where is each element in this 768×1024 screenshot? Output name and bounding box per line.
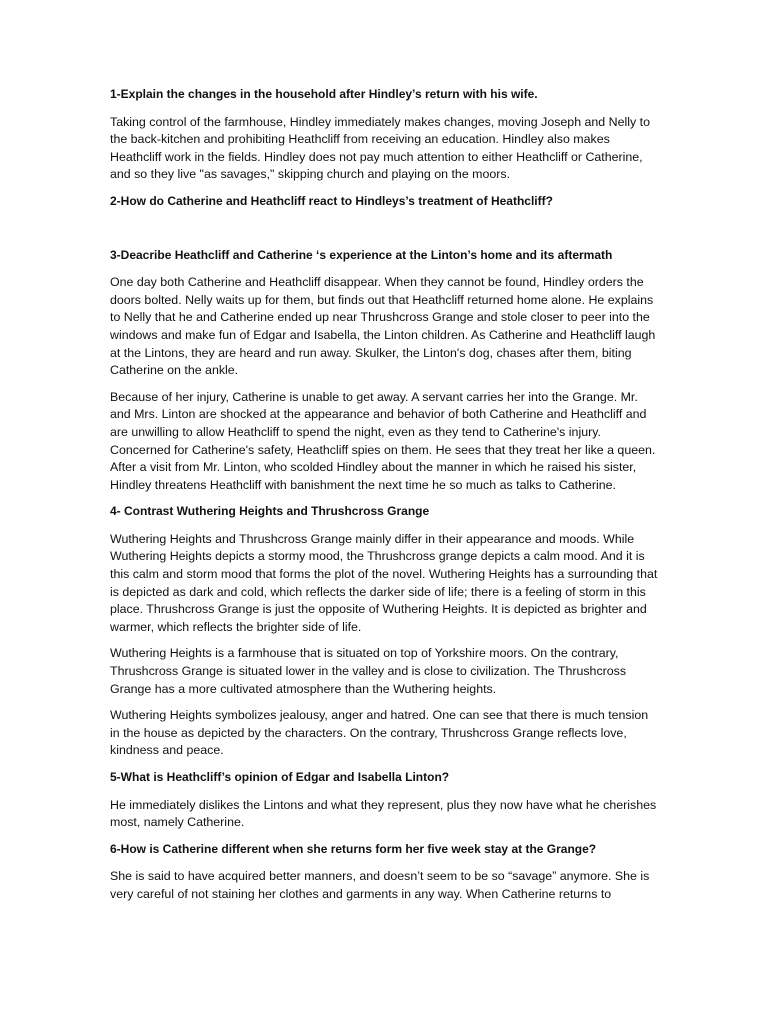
answer-4-paragraph-3: Wuthering Heights symbolizes jealousy, anger and hatred. One can see that there is much tension in the house as depicted by the characters. On the contrary, Thrushcross Grange reflects love, kindness and peace.	[110, 708, 649, 758]
question-4: 4- Contrast Wuthering Heights and Thrushcross Grange	[110, 504, 430, 519]
document-page	[110, 86, 660, 913]
question-2: 2-How do Catherine and Heathcliff react to Hindleys’s treatment of Heathcliff?	[110, 193, 553, 208]
answer-4-paragraph-2: Wuthering Heights is a farmhouse that is situated on top of Yorkshire moors. On the contrary, Thrushcross Grange is situated lower in the valley and is close to civilization. The Thrushcross Grange has a more cultivated atmosphere than the Wuthering heights.	[110, 646, 627, 696]
question-3: 3-Deacribe Heathcliff and Catherine ‘s experience at the Linton’s home and its aftermath	[110, 247, 613, 262]
answer-6: She is said to have acquired better manners, and doesn’t seem to be so “savage” anymore. She is very careful of not staining her clothes and garments in any way. When Catherine returns to	[110, 869, 650, 901]
answer-5: He immediately dislikes the Lintons and what they represent, plus they now have what he cherishes most, namely Catherine.	[110, 797, 657, 830]
blank-answer-space	[110, 221, 660, 247]
answer-1: Taking control of the farmhouse, Hindley immediately makes changes, moving Joseph and Nelly to the back-kitchen and prohibiting Heathcliff from receiving an education. Hindley also makes Heathcliff work in the fields. Hindley does not pay much attention to either Heathcliff or Catherine, and so they live "as savages," skipping church and playing on the moors.	[110, 114, 650, 182]
question-5: 5-What is Heathcliff’s opinion of Edgar and Isabella Linton?	[110, 770, 450, 784]
question-1: 1-Explain the changes in the household after Hindley’s return with his wife.	[110, 87, 538, 101]
answer-3-paragraph-1: One day both Catherine and Heathcliff disappear. When they cannot be found, Hindley orders the doors bolted. Nelly waits up for them, but finds out that Heathcliff returned home alone. He explains to Nelly that he and Catherine ended up near Thrushcross Grange and stole closer to peer into the windows and make fun of Edgar and Isabella, the Linton children. As Catherine and Heathcliff laugh at the Lintons, they are heard and run away. Skulker, the Linton's dog, chases after them, biting Catherine on the ankle.	[110, 275, 656, 378]
answer-3-paragraph-2: Because of her injury, Catherine is unable to get away. A servant carries her into the Grange. Mr. and Mrs. Linton are shocked at the appearance and behavior of both Catherine and Heathcliff and are unwilling to allow Heathcliff to spend the night, even as they tend to Catherine's injury. Concerned for Catherine's safety, Heathcliff spies on them. He sees that they treat her like a queen. After a visit from Mr. Linton, who scolded Hindley about the manner in which he raised his sister, Hindley threatens Heathcliff with banishment the next time he so much as talks to Catherine.	[110, 389, 656, 492]
answer-4-paragraph-1: Wuthering Heights and Thrushcross Grange mainly differ in their appearance and moods. While Wuthering Heights depicts a stormy mood, the Thrushcross grange depicts a calm mood. And it is this calm and storm mood that forms the plot of the novel. Wuthering Heights has a surrounding that is depicted as dark and cold, which reflects the darker side of life; there is a feeling of storm in this place. Thrushcross Grange is just the opposite of Wuthering Heights. It is depicted as brighter and warmer, which reflects the brighter side of life.	[110, 531, 658, 634]
question-6: 6-How is Catherine different when she returns form her five week stay at the Grange?	[110, 841, 597, 856]
